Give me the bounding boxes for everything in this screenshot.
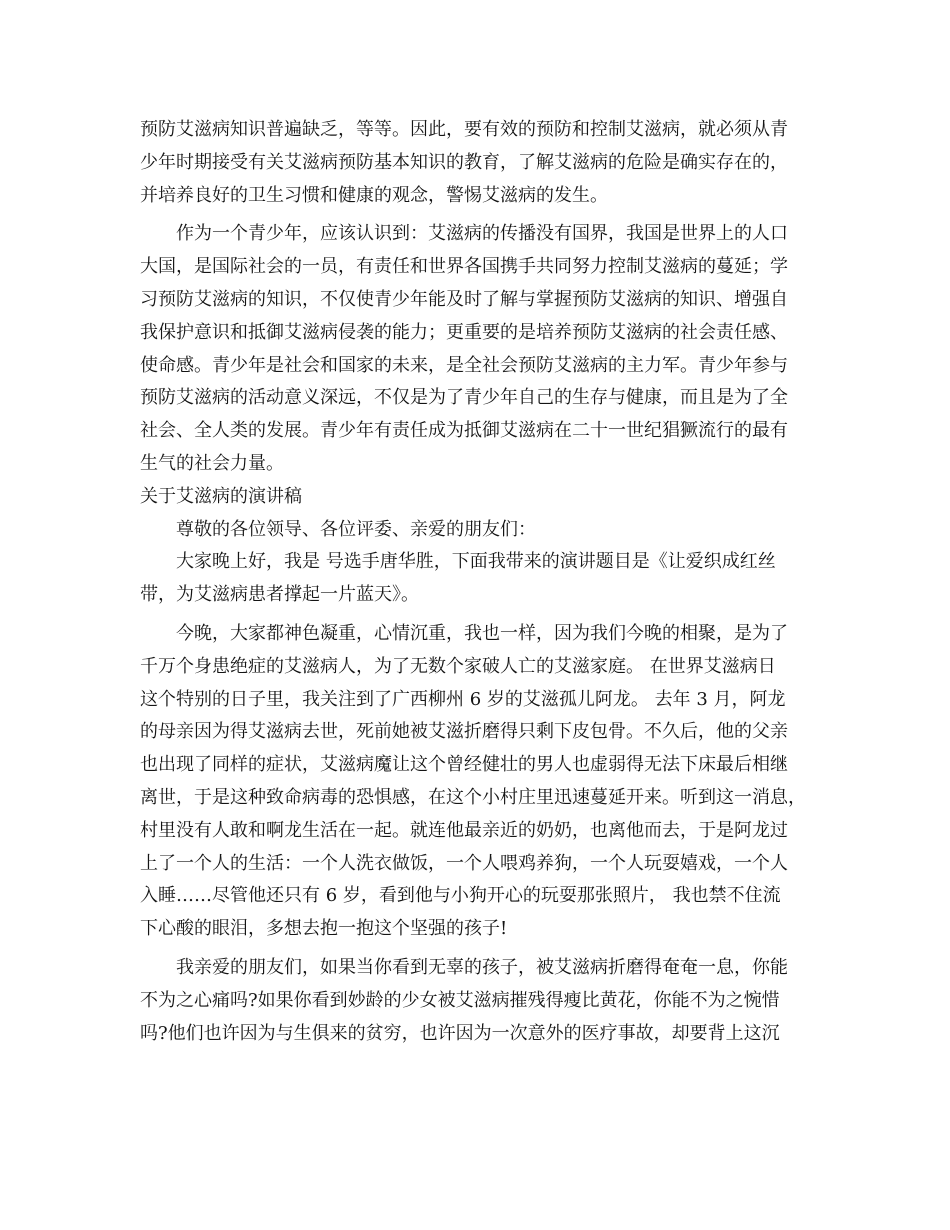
text-line: 村里没有人敢和啊龙生活在一起。就连他最亲近的奶奶，也离他而去，于是阿龙过 [140,819,788,841]
text-line: 我亲爱的朋友们，如果当你看到无辜的孩子，被艾滋病折磨得奄奄一息，你能 [176,956,788,978]
text-line: 今晚，大家都神色凝重，心情沉重，我也一样，因为我们今晚的相聚，是为了 [176,622,788,644]
text-line: 少年时期接受有关艾滋病预防基本知识的教育，了解艾滋病的危险是确实存在的， [140,151,788,173]
text-line: 使命感。青少年是社会和国家的未来，是全社会预防艾滋病的主力军。青少年参与 [140,354,788,376]
text-line: 千万个身患绝症的艾滋病人，为了无数个家破人亡的艾滋家庭。 在世界艾滋病日 [140,655,776,677]
text-line: 下心酸的眼泪，多想去抱一抱这个坚强的孩子! [140,918,508,940]
text-line: 预防艾滋病的活动意义深远，不仅是为了青少年自己的生存与健康，而且是为了全 [140,387,788,409]
text-line: 吗?他们也许因为与生俱来的贫穷，也许因为一次意外的医疗事故，却要背上这沉 [140,1022,780,1044]
text-line: 的母亲因为得艾滋病去世，死前她被艾滋折磨得只剩下皮包骨。不久后，他的父亲 [140,721,788,743]
text-line: 社会、全人类的发展。青少年有责任成为抵御艾滋病在二十一世纪猖獗流行的最有 [140,420,788,442]
text-line: 上了一个人的生活：一个人洗衣做饭，一个人喂鸡养狗，一个人玩耍嬉戏，一个人 [140,852,788,874]
text-line: 这个特别的日子里，我关注到了广西柳州 6 岁的艾滋孤儿阿龙。 去年 3 月，阿龙 [140,688,786,710]
text-line: 习预防艾滋病的知识，不仅使青少年能及时了解与掌握预防艾滋病的知识、增强自 [140,288,788,310]
text-line: 作为一个青少年，应该认识到：艾滋病的传播没有国界，我国是世界上的人口 [176,223,788,245]
text-line: 入睡……尽管他还只有 6 岁，看到他与小狗开心的玩耍那张照片， 我也禁不住流 [140,885,781,907]
document-body [140,114,830,1050]
text-line: 大国，是国际社会的一员，有责任和世界各国携手共同努力控制艾滋病的蔓延；学 [140,256,788,278]
text-line: 生气的社会力量。 [140,452,284,474]
text-line: 离世，于是这种致命病毒的恐惧感，在这个小村庄里迅速蔓延开来。听到这一消息， [140,786,806,808]
text-line: 预防艾滋病知识普遍缺乏，等等。因此，要有效的预防和控制艾滋病，就必须从青 [140,119,788,140]
text-line: 并培养良好的卫生习惯和健康的观念，警惕艾滋病的发生。 [140,184,608,206]
text-line: 大家晚上好，我是 号选手唐华胜，下面我带来的演讲题目是《让爱织成红丝 [176,551,776,573]
text-line: 不为之心痛吗?如果你看到妙龄的少女被艾滋病摧残得瘦比黄花，你能不为之惋惜 [140,989,780,1011]
text-line: 尊敬的各位领导、各位评委、亲爱的朋友们： [176,518,536,540]
section-heading: 关于艾滋病的演讲稿 [140,485,302,507]
text-line: 我保护意识和抵御艾滋病侵袭的能力；更重要的是培养预防艾滋病的社会责任感、 [140,321,788,343]
text-line: 也出现了同样的症状，艾滋病魔让这个曾经健壮的男人也虚弱得无法下床最后相继 [140,754,788,776]
text-line: 带，为艾滋病患者撑起一片蓝天》。 [140,584,419,606]
